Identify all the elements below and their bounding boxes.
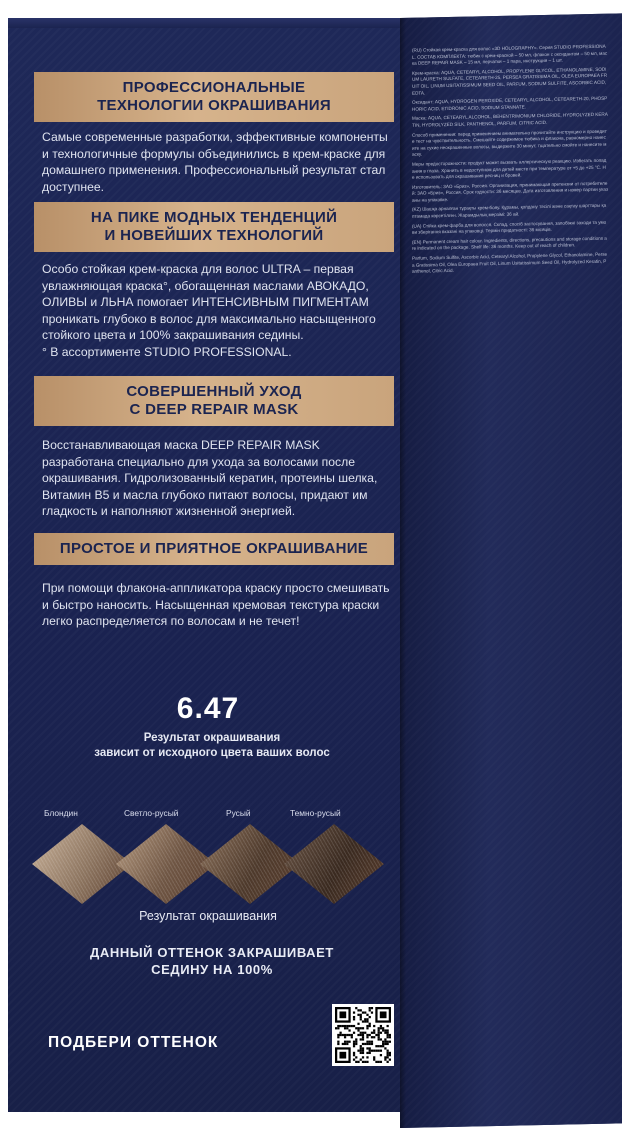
box-side-panel xyxy=(400,13,622,1128)
paragraph-ultra-cream-text: Особо стойкая крем-краска для волос ULTRA – первая увлажняющая краска°, обогащенная маслами АВОКАДО, ОЛИВЫ и ЛЬНА помогает ИНТЕНСИВНЫМ ПИГМЕНТАМ проникать глубоко в волос для максимально насыщенного стойкого цвета и 100% закрашивания седины. xyxy=(42,262,376,342)
footnote-studio-professional: ° В ассортименте STUDIO PROFESSIONAL. xyxy=(42,344,292,359)
banner-line: И НОВЕЙШИХ ТЕХНОЛОГИЙ xyxy=(104,227,324,244)
shade-number: 6.47 xyxy=(176,692,240,725)
banner-line: ТЕХНОЛОГИИ ОКРАШИВАНИЯ xyxy=(97,97,331,114)
banner-line: ПРОФЕССИОНАЛЬНЫЕ xyxy=(122,79,306,96)
pick-shade-label: ПОДБЕРИ ОТТЕНОК xyxy=(48,1034,219,1051)
result-caption: Результат окрашивания xyxy=(139,909,277,923)
shade-caption-line: зависит от исходного цвета ваших волос xyxy=(94,747,330,759)
ingredients-paragraph: Оксидант: AQUA, HYDROGEN PEROXIDE, CETEARYL ALCOHOL, CETEARETH-20, PHOSPHORIC ACID, ETIDRONIC ACID, SODIUM STANNATE. xyxy=(412,95,608,112)
ingredients-paragraph: Способ применения: перед применением внимательно прочитайте инструкцию и проведите тест на чувствительность. Смешайте содержимое тюбика и флакона, равномерно нанесите на сухие неокрашенные волосы, выдержите 30 минут, тщательно смойте и нанесите маску. xyxy=(412,128,607,158)
gray-note-line: ДАННЫЙ ОТТЕНОК ЗАКРАШИВАЕТ xyxy=(90,945,334,960)
swatch-dark-brown xyxy=(284,824,384,904)
banner-easy-coloring xyxy=(34,533,394,565)
ingredients-paragraph: Крем-краска: AQUA, CETEARYL ALCOHOL, PROPYLENE GLYCOL, ETHANOLAMINE, SODIUM LAURETH SULFATE, CETEARETH-25, PERSEA GRATISSIMA OIL, OLEA EUROPAEA FRUIT OIL, LINUM USITATISSIMUM SEED OIL, PARFUM, SODIUM SULFITE, ASCORBIC ACID, EDTA. xyxy=(412,66,608,96)
ingredients-paragraph: (KZ) Шашқа арналған тұрақты крем-бояу. Құрамы, қолдану тәсілі және сақтау шарттары қаптамада көрсетілген. Жарамдылық мерзімі: 36 ай. xyxy=(412,203,607,219)
qr-code-graphic xyxy=(335,1007,391,1063)
banner-line: ПРОСТОЕ И ПРИЯТНОЕ ОКРАШИВАНИЕ xyxy=(59,540,369,557)
ingredients-paragraph: (RU) Стойкая крем-краска для волос «3D HOLOGRAPHY». Серия STUDIO PROFESSIONAL. СОСТАВ КОМПЛЕКТА: тюбик с крем-краской – 50 мл, флакон с оксидантом – 50 мл, маска DEEP REPAIR MASK – 15 мл, перчатки – 1 пара, инструкция – 1 шт. xyxy=(412,43,608,66)
gray-note-line: СЕДИНУ НА 100% xyxy=(151,962,273,977)
paragraph-technologies: Самые современные разработки, эффективные компоненты и технологичные формулы объединились в крем-краске для домашнего применения. Профессиональный результат стал доступнее. xyxy=(42,130,388,194)
shade-caption-line: Результат окрашивания xyxy=(143,732,281,744)
ingredients-paragraph: Parfum, Sodium Sulfite, Ascorbic Acid, Cetearyl Alcohol, Propylene Glycol, Ethanolamine, Persea Gratissima Oil, Olea Europaea Fruit Oil, Linum Usitatissimum Seed Oil, Hydrolyzed Keratin, Panthenol, Citric Acid. xyxy=(412,251,608,274)
paragraph-deep-repair-mask: Восстанавливающая маска DEEP REPAIR MASK разработана специально для ухода за волосами после окрашивания. Гидролизованный кератин, протеины шелка, Витамин B5 и масла глубоко питают волосы, придают им гладкость и наполняют жизненной энергией. xyxy=(42,438,378,518)
swatch-label-light-brown: Светло-русый xyxy=(124,808,179,818)
box-back-panel xyxy=(8,28,400,1112)
paragraph-applicator: При помощи флакона-аппликатора краску просто смешивать и быстро наносить. Насыщенная кремовая текстура краски легко распределяется по волосам и не течет! xyxy=(42,581,390,628)
ingredients-paragraph: (UA) Стійка крем-фарба для волосся. Склад, спосіб застосування, запобіжні заходи та умови зберігання вказані на упаковці. Термін придатності: 36 місяців. xyxy=(412,219,607,235)
qr-code-icon[interactable] xyxy=(332,1004,394,1066)
swatch-label-blonde: Блондин xyxy=(44,808,78,818)
ingredients-paragraph: Маска: AQUA, CETEARYL ALCOHOL, BEHENTRIMONIUM CHLORIDE, HYDROLYZED KERATIN, HYDROLYZED SILK, PANTHENOL, PARFUM, CITRIC ACID. xyxy=(412,111,608,128)
banner-line: С DEEP REPAIR MASK xyxy=(129,401,299,418)
ingredients-paragraph: Изготовитель: ЗАО «Бриз», Россия. Организация, принимающая претензии от потребителей: ЗАО «Бриз», Россия. Срок годности: 36 месяцев. Дата изготовления и номер партии указаны на упаковке. xyxy=(412,180,608,203)
swatch-labels xyxy=(38,808,388,822)
swatch-label-dark-brown: Темно-русый xyxy=(290,808,341,818)
banner-professional-technologies xyxy=(34,72,394,122)
color-result-swatches xyxy=(32,824,392,904)
gray-coverage-note xyxy=(8,944,416,978)
banner-deep-repair-mask xyxy=(34,376,394,426)
banner-fashion-trends xyxy=(34,202,394,252)
paragraph-ultra-cream xyxy=(42,261,394,360)
banner-line: СОВЕРШЕННЫЙ УХОД xyxy=(126,383,302,400)
swatch-label-brown: Русый xyxy=(226,808,251,818)
ingredients-paragraph: Меры предосторожности: продукт может вызвать аллергическую реакцию. Избегать попадания в глаза. Хранить в недоступном для детей месте при температуре от +5 до +25 °C. Не использовать для окрашивания ресниц и бровей. xyxy=(412,157,607,180)
shade-caption xyxy=(8,731,416,761)
box-top-edge xyxy=(8,18,400,28)
banner-line: НА ПИКЕ МОДНЫХ ТЕНДЕНЦИЙ xyxy=(90,209,338,226)
ingredients-paragraph: (EN) Permanent cream hair colour. Ingredients, directions, precautions and storage conditions are indicated on the package. Shelf life: 36 months. Keep out of reach of children. xyxy=(412,235,607,252)
ingredients-text-block xyxy=(412,44,608,1088)
